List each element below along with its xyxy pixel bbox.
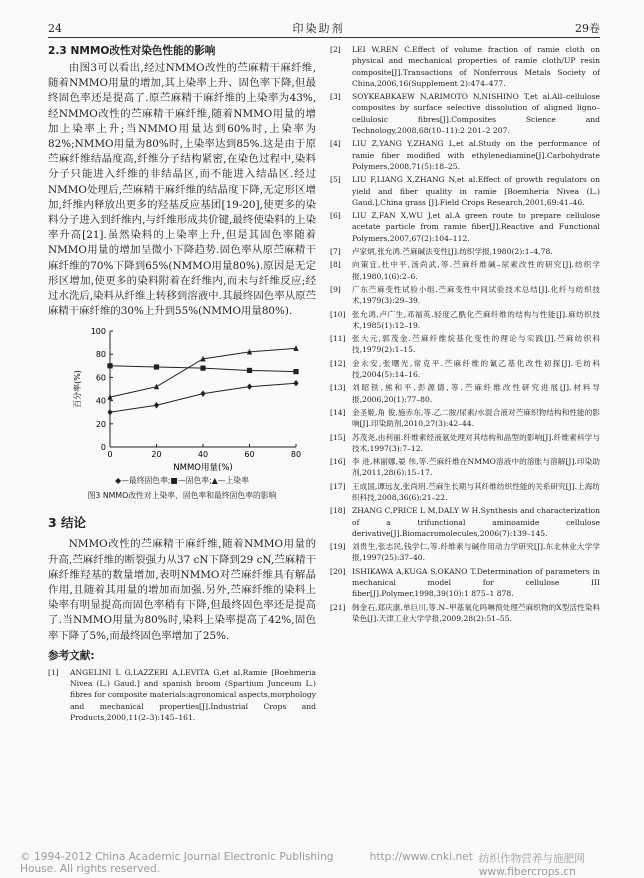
reference-item [330, 358, 600, 381]
left-column [48, 44, 316, 836]
reference-text: 李 进,林丽娜,晏 伟,等.苎麻纤维在NMMO溶液中的溶胀与溶解[J].印染助剂,2011,28(6):15–17. [352, 457, 600, 478]
reference-list-right [330, 44, 600, 624]
reference-text: LEI W,REN C.Effect of volume fraction of ramie cloth on physical and mechanical properties of ramie cloth/UP resin composite[J].Transactions of Nonferrous Metals Society of China,2006,16(Supplement 2):474–477. [352, 45, 600, 88]
reference-text: 刘昭铁,熊和平,彭源德,等.苎麻纤维改性研究进展[J].材料导报,2006,20(1):77–80. [352, 383, 600, 404]
reference-text: ANGELINI L G,LAZZERI A,LEVITA G,et al.Ramie [Boehmeria Nivea (L.) Gaud.] and spanish broom (Spartium Junceum L.) fibres for composite materials:agronomical aspects,morphology and mechanical properties[J].Industrial Crops and Products,2000,11(2–3):145–161. [70, 667, 316, 723]
reference-number: [15] [330, 432, 346, 442]
reference-text: LIU Z,FAN X,WU J,et al.A green route to prepare cellulose acetate particle from ramie fiber[J].Reactive and Functional Polymers,2007,67(2):104–112. [352, 211, 600, 243]
y-tick-label: 80 [95, 350, 106, 360]
y-tick-label: 0 [100, 443, 106, 453]
page-number: 24 [48, 21, 62, 35]
y-tick-label: 60 [95, 373, 106, 383]
x-tick-label: 0 [107, 450, 113, 460]
reference-text: 金圣姬,角 俊,施赤东,等.乙二胺/尿素/水混合液对苎麻织物结构和性能的影响[J].印染助剂,2010,27(3):42–44. [352, 407, 600, 429]
reference-text: 苏茂尧,由利丽.纤维素经液氨处理对其结构和晶型的影响[J].纤维素科学与技术,1997(3):7–12. [352, 432, 600, 453]
x-tick-label: 20 [151, 450, 162, 460]
reference-item [330, 481, 600, 504]
data-point-square [200, 366, 205, 371]
right-column [330, 44, 600, 822]
reference-item [330, 174, 600, 208]
x-axis-label: NMMO用量(%) [173, 463, 233, 474]
reference-text: LIU Z,YANG Y,ZHANG L,et al.Study on the performance of ramie fiber modified with ethylenediamine[J].Carbohydrate Polymers,2008,71(5):18–25. [352, 139, 600, 171]
reference-item [330, 138, 600, 172]
reference-text: 韩金石,郑庆康,单巨川,等.N–甲基氧化吗啉预处理苎麻织物的X型活性染料染色[J].天津工业大学学报,2009,28(2):51–55. [352, 602, 600, 623]
reference-item [330, 259, 600, 282]
reference-number: [17] [330, 481, 346, 491]
reference-item [330, 333, 600, 356]
reference-number: [8] [330, 260, 341, 270]
data-point-diamond [247, 384, 252, 390]
watermark-text: 纺织作物营养与施肥网 www.fibercrops.cn [478, 853, 585, 878]
reference-text: 王成国,谭远友,张尚玥.苎麻生长期与其纤维纺织性能的关系研究[J].上海纺织科技,2008,36(6):21–22. [352, 481, 600, 502]
reference-item [330, 382, 600, 405]
reference-item [330, 505, 600, 539]
section-2-3-heading: 2.3 NMMO改性对染色性能的影响 [48, 45, 216, 57]
reference-text: LIU F,LIANG X,ZHANG N,et al.Effect of growth regulators on yield and fiber quality in ramie [Boemheria Nivea (L.) Gaud.],China grass [J].Field Crops Research,2001,69:41–46. [352, 175, 600, 207]
reference-text: SOYKEABKAEW N,ARIMOTO N,NISHINO T,et al.All–cellulose composites by surface selective dissolution of aligned ligno–cellulosic fibres[J].Composites Science and Technology,2008,68(10–11):2 201–2 207. [352, 92, 600, 136]
reference-text: 广东苎麻变性试验小组.苎麻变性中间试验技术总结[J].化纤与纺织技术,1979(3):29–39. [352, 284, 600, 306]
reference-item [330, 309, 600, 332]
reference-text: ISHIKAWA A,KUGA S,OKANO T.Determination of parameters in mechanical model for cellulose III fiber[J].Polymer,1998,39(10):1 875–1 878. [352, 566, 600, 599]
data-point-diamond [200, 391, 205, 397]
reference-text: 刘贵生,张志民,钱学仁,等.纤维素与碱作用动力学研究[J].东北林业大学学报,1997(25):37–40. [352, 542, 600, 563]
reference-item [330, 602, 600, 625]
reference-item [330, 284, 600, 307]
reference-item [330, 246, 600, 257]
data-point-square [247, 368, 252, 373]
section-3-paragraph: NMMO改性的苎麻精干麻纤维,随着NMMO用量的升高,苎麻纤维的断裂强力从37 cN下降到29 cN,苎麻精干麻纤维羟基的数量增加,表明NMMO对苎麻纤维具有解晶作用,且随着其用量的增加而加强.另外,苎麻纤维的染料上染率有明显提高而固色率稍有下降,但最终固色率还是提高了.当NMMO用量为80%时,染料上染率提高了42%,固色率下降了5%,而最终固色率增加了25%. [48, 538, 316, 642]
reference-item [330, 541, 600, 564]
reference-number: [4] [330, 139, 341, 149]
reference-number: [19] [330, 542, 346, 552]
data-point-diamond [293, 380, 298, 386]
figure-caption: 图3 NMMO改性对上染率、固色率和最终固色率的影响 [87, 491, 277, 501]
reference-list-left [48, 667, 316, 723]
y-tick-label: 100 [90, 327, 106, 337]
chart-legend: ◆—最终固色率;■—固色率;▲—上染率 [115, 476, 249, 486]
reference-item [330, 91, 600, 136]
reference-number: [1] [48, 667, 59, 677]
reference-item [330, 432, 600, 455]
reference-number: [20] [330, 566, 346, 576]
x-tick-label: 40 [197, 450, 209, 460]
reference-number: [9] [330, 284, 341, 294]
x-tick-label: 60 [244, 450, 255, 460]
header-rule [48, 37, 600, 38]
reference-item [330, 456, 600, 479]
y-tick-label: 40 [95, 397, 106, 407]
reference-text: 向策宜,杜中平,汤尚武,等.苎麻纤维碱–尿素改性的研究[J].纺织学报,1980,1(6):2–6. [352, 260, 600, 281]
reference-number: [18] [330, 506, 346, 516]
reference-item [330, 407, 600, 430]
references-heading: 参考文献: [48, 649, 95, 662]
series-line-0 [110, 384, 296, 413]
reference-text: 金永安,张曙光,常克平.苎麻纤维的氰乙基化改性初探[J].毛纺科技,2004(5):14–16. [352, 358, 600, 380]
reference-number: [3] [330, 92, 341, 102]
figure-3 [48, 323, 316, 473]
section-2-3-paragraph: 由图3可以看出,经过NMMO改性的苎麻精干麻纤维,随着NMMO用量的增加,其上染率上升、固色率下降,但最终固色率还是提高了.原苎麻精干麻纤维的上染率为43%,经NMMO改性的苎麻精干麻纤维,随着NMMO用量的增加上染率上升;当NMMO用量达到60%时,上染率为82%;NMMO用量为80%时,上染率达到85%.这是由于原苎麻纤维结晶度高,纤维分子结构紧密,在染色过程中,染料分子只能进入纤维的非结晶区,而不能进入结晶区.经过NMMO处理后,苎麻精干麻纤维的结晶度下降,无定形区增加,纤维内释放出更多的羟基反应基团[19-20],使更多的染料分子进入到纤维内,与纤维形成共价键,最终使染料的上染率升高[21].虽然染料的上染率上升,但是其固色率随着NMMO用量的增加呈微小下降趋势.固色率从原苎麻精干麻纤维的70%下降到65%(NMMO用量80%).原因是无定形区增加,使更多的染料附着在纤维内,而未与纤维反应;经过水洗后,染料从纤维上转移到溶液中.其最终固色率从原苎麻精干麻纤维的30%上升到55%(NMMO用量80%). [48, 62, 316, 318]
line-chart [48, 323, 316, 473]
reference-item [330, 210, 600, 244]
reference-number: [12] [330, 358, 346, 368]
y-axis-label: 百分率(%) [73, 370, 82, 409]
reference-item [48, 667, 316, 723]
reference-number: [21] [330, 602, 346, 612]
data-point-square [293, 369, 298, 374]
section-3-heading: 3 结论 [48, 515, 87, 531]
footer-url[interactable]: http://www.cnki.net [369, 851, 473, 863]
y-tick-label: 20 [95, 420, 106, 430]
reference-number: [2] [330, 45, 341, 54]
journal-name: 印染助剂 [292, 22, 345, 35]
series-line-2 [110, 349, 296, 398]
data-point-square [107, 364, 112, 369]
reference-text: 张允鸿,卢广生,邓福英.轻度乙酰化苎麻纤维的结构与性能[J].麻纺织技术,1985(1):12–19. [352, 309, 600, 330]
volume-label: 29卷 [575, 22, 600, 35]
reference-item [330, 566, 600, 600]
data-point-square [154, 365, 159, 370]
reference-number: [5] [330, 175, 341, 185]
reference-number: [16] [330, 457, 346, 467]
data-point-diamond [107, 409, 112, 415]
reference-number: [14] [330, 407, 346, 417]
reference-text: ZHANG C,PRICE L M,DALY W H.Synthesis and characterization of a trifunctional aminoamide cellulose derivative[J].Biomacromolecules,2006(7):139–145. [352, 506, 600, 538]
reference-number: [10] [330, 309, 346, 319]
page-footer [20, 851, 634, 878]
running-header [48, 20, 600, 36]
x-tick-label: 80 [290, 450, 302, 460]
reference-text: 张大元,郭茂金.苎麻纤维烷基化变性的理论与实践[J].苎麻纺织科技,1979(2):1–15. [352, 334, 600, 355]
data-point-triangle [154, 384, 159, 390]
reference-text: 卢家炳,张允鸿.苎麻碱法变性[J].纺织学报,1980(2):1–4,78. [352, 247, 553, 257]
reference-number: [11] [330, 334, 346, 344]
reference-number: [7] [330, 247, 341, 257]
copyright-notice: © 1994-2012 China Academic Journal Electronic Publishing House. All rights reserved. [20, 851, 334, 875]
reference-number: [13] [330, 383, 346, 393]
reference-number: [6] [330, 211, 341, 221]
reference-item [330, 44, 600, 89]
data-point-diamond [154, 402, 159, 408]
